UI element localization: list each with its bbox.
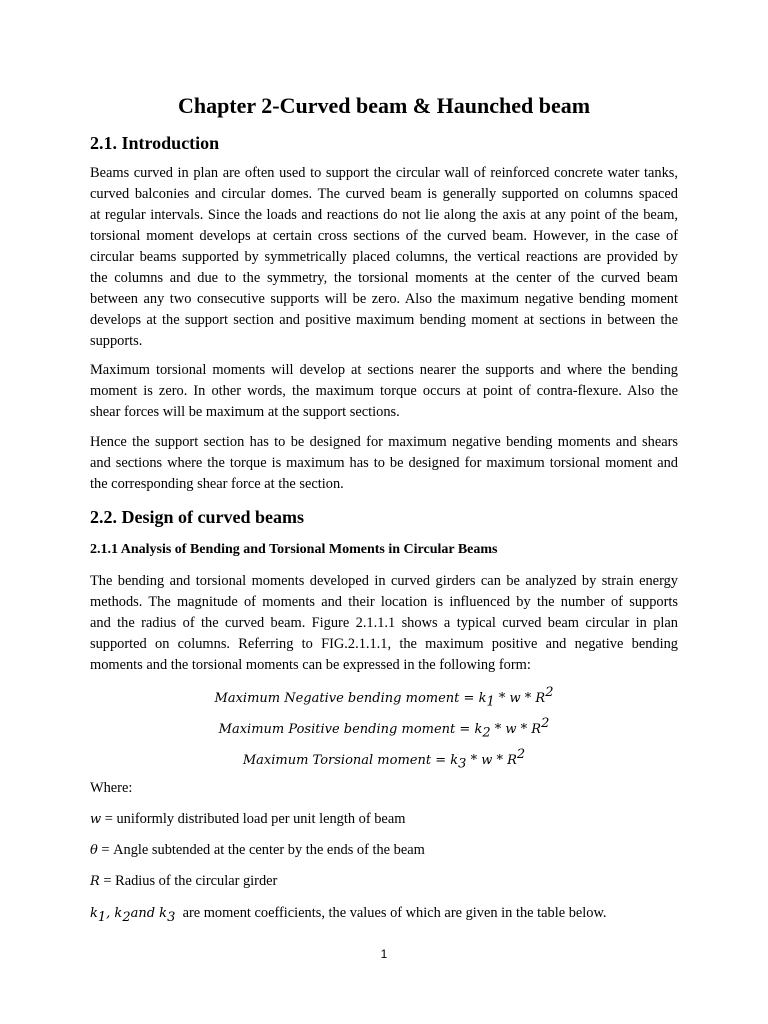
text-line: between any two consecutive supports will be zero. Also the maximum negative bending moment bbox=[90, 291, 678, 307]
text-line: Maximum torsional moments will develop at sections nearer the supports and where the bending bbox=[90, 362, 678, 378]
text-line: torsional moment develops at certain cross sections of the curved beam. However, in the case of bbox=[90, 228, 678, 244]
text-line: and sections where the torque is maximum has to be designed for maximum torsional moment and bbox=[90, 455, 678, 471]
intro-paragraph-2 bbox=[90, 360, 678, 423]
text-line: moment is zero. In other words, the maximum torque occurs at point of contra-flexure. Also the bbox=[90, 383, 678, 399]
text-line: develops at the support section and positive maximum bending moment at sections in between the bbox=[90, 312, 678, 328]
text-line: Beams curved in plan are often used to support the circular wall of reinforced concrete water tanks, bbox=[90, 165, 678, 181]
text-line: at regular intervals. Since the loads and reactions do not lie along the axis at any point of the beam, bbox=[90, 207, 678, 223]
analysis-paragraph bbox=[90, 571, 678, 676]
definition-r: R = Radius of the circular girder bbox=[90, 873, 278, 889]
text-line: methods. The magnitude of moments and their location is influenced by the number of supports bbox=[90, 594, 678, 610]
equation-negative-bending: Maximum Negative bending moment = $k_1$ * w * $R^2$ bbox=[214, 685, 554, 710]
text-line: The bending and torsional moments developed in curved girders can be analyzed by strain energy bbox=[90, 573, 678, 589]
page-number: 1 bbox=[380, 947, 388, 961]
text-line: and the radius of the curved beam. Figure 2.1.1.1 shows a typical curved beam circular in plan bbox=[90, 615, 678, 631]
text-line: curved balconies and circular domes. The curved beam is generally supported on columns spaced bbox=[90, 186, 678, 202]
text-line: supports. bbox=[90, 333, 143, 349]
text-line: shear forces will be maximum at the support sections. bbox=[90, 404, 400, 420]
text-line: circular beams supported by symmetrically placed columns, the vertical reactions are provided by bbox=[90, 249, 678, 265]
section-heading-introduction: 2.1. Introduction bbox=[90, 133, 220, 153]
text-line: moments and the torsional moments can be expressed in the following form: bbox=[90, 657, 531, 673]
definition-w: w = uniformly distributed load per unit length of beam bbox=[90, 811, 406, 827]
text-line: the columns and due to the symmetry, the torsional moments at the center of the curved beam bbox=[90, 270, 678, 286]
subsection-heading-analysis: 2.1.1 Analysis of Bending and Torsional Moments in Circular Beams bbox=[90, 542, 498, 557]
definition-theta: θ = Angle subtended at the center by the ends of the beam bbox=[90, 842, 425, 858]
text-line: Hence the support section has to be designed for maximum negative bending moments and shears bbox=[90, 434, 678, 450]
intro-paragraph-3 bbox=[90, 432, 678, 495]
equation-torsional: Maximum Torsional moment = $k_3$ * w * $R^2$ bbox=[242, 747, 526, 772]
coefficient-line: $k_1$, $k_2and$ $k_3$ are moment coefficients, the values of which are given in the table below. bbox=[90, 905, 607, 925]
intro-paragraph-1 bbox=[90, 163, 678, 352]
where-label: Where: bbox=[90, 780, 133, 796]
text-line: the corresponding shear force at the section. bbox=[90, 476, 344, 492]
page-title: Chapter 2-Curved beam & Haunched beam bbox=[177, 93, 591, 118]
section-heading-design: 2.2. Design of curved beams bbox=[90, 507, 304, 527]
text-line: supported on columns. Referring to FIG.2.1.1.1, the maximum positive and negative bending bbox=[90, 636, 678, 652]
equation-positive-bending: Maximum Positive bending moment = $k_2$ * w * $R^2$ bbox=[218, 716, 550, 741]
